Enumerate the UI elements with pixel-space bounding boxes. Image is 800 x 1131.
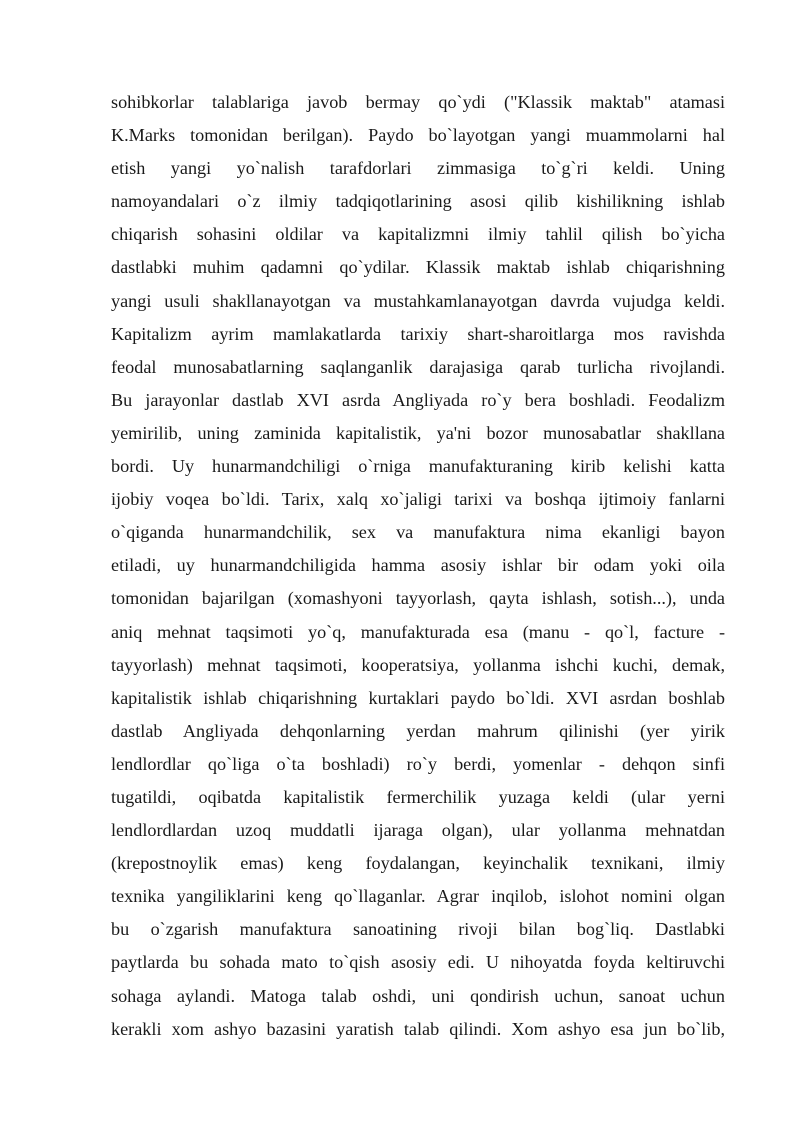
text-line: (krepostnoylik emas) keng foydalangan, keyinchalik texnikani, ilmiy — [111, 853, 725, 874]
text-line: tomonidan bajarilgan (xomashyoni tayyorlash, qayta ishlash, sotish...), unda — [111, 588, 725, 609]
text-line: namoyandalari o`z ilmiy tadqiqotlarining asosi qilib kishilikning ishlab — [111, 191, 725, 212]
text-line: sohaga aylandi. Matoga talab oshdi, uni qondirish uchun, sanoat uchun — [111, 985, 725, 1006]
text-line: kerakli xom ashyo bazasini yaratish talab qilindi. Xom ashyo esa jun bo`lib, — [111, 1018, 725, 1039]
text-line: lendlordlar qo`liga o`ta boshladi) ro`y berdi, yomenlar - dehqon sinfi — [111, 753, 725, 774]
body-text — [111, 86, 725, 1046]
text-line: Bu jarayonlar dastlab XVI asrda Angliyada ro`y bera boshladi. Feodalizm — [111, 389, 725, 410]
text-line: etiladi, uy hunarmandchiligida hamma asosiy ishlar bir odam yoki oila — [111, 555, 725, 576]
text-line: ijobiy voqea bo`ldi. Tarix, xalq xo`jaligi tarixi va boshqa ijtimoiy fanlarni — [111, 489, 725, 510]
text-line: o`qiganda hunarmandchilik, sex va manufaktura nima ekanligi bayon — [111, 522, 725, 543]
text-line: aniq mehnat taqsimoti yo`q, manufakturada esa (manu - qo`l, facture - — [111, 621, 725, 642]
text-line: feodal munosabatlarning saqlanganlik darajasiga qarab turlicha rivojlandi. — [111, 356, 725, 377]
text-line: etish yangi yo`nalish tarafdorlari zimmasiga to`g`ri keldi. Uning — [111, 158, 725, 179]
text-line: texnika yangiliklarini keng qo`llaganlar. Agrar inqilob, islohot nomini olgan — [111, 886, 725, 907]
text-line: yemirilib, uning zaminida kapitalistik, ya'ni bozor munosabatlar shakllana — [111, 422, 725, 443]
text-line: bordi. Uy hunarmandchiligi o`rniga manufakturaning kirib kelishi katta — [111, 456, 725, 477]
text-line: sohibkorlar talablariga javob bermay qo`ydi ("Klassik maktab" atamasi — [111, 92, 725, 112]
text-line: bu o`zgarish manufaktura sanoatining rivoji bilan bog`liq. Dastlabki — [111, 919, 725, 940]
text-line: yangi usuli shakllanayotgan va mustahkamlanayotgan davrda vujudga keldi. — [111, 290, 725, 311]
text-line: Kapitalizm ayrim mamlakatlarda tarixiy shart-sharoitlarga mos ravishda — [111, 323, 725, 344]
text-line: kapitalistik ishlab chiqarishning kurtaklari paydo bo`ldi. XVI asrdan boshlab — [111, 687, 725, 708]
text-line: chiqarish sohasini oldilar va kapitalizmni ilmiy tahlil qilish bo`yicha — [111, 224, 725, 245]
text-line: paytlarda bu sohada mato to`qish asosiy edi. U nihoyatda foyda keltiruvchi — [111, 952, 725, 973]
text-line: K.Marks tomonidan berilgan). Paydo bo`layotgan yangi muammolarni hal — [111, 125, 725, 146]
text-line: tugatildi, oqibatda kapitalistik fermerchilik yuzaga keldi (ular yerni — [111, 786, 725, 807]
text-line: tayyorlash) mehnat taqsimoti, kooperatsiya, yollanma ishchi kuchi, demak, — [111, 654, 725, 675]
text-line: dastlabki muhim qadamni qo`ydilar. Klassik maktab ishlab chiqarishning — [111, 257, 725, 278]
text-line: lendlordlardan uzoq muddatli ijaraga olgan), ular yollanma mehnatdan — [111, 820, 725, 841]
text-line: dastlab Angliyada dehqonlarning yerdan mahrum qilinishi (yer yirik — [111, 720, 725, 741]
